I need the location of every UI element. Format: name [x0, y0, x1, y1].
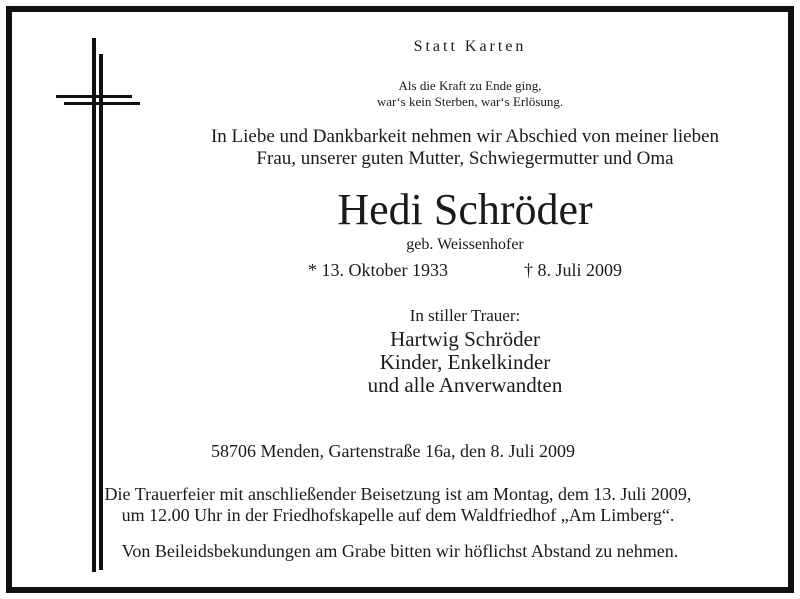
- birth-date: * 13. Oktober 1933: [308, 260, 448, 280]
- mourners-list: [368, 328, 563, 397]
- intro-line-2: Frau, unserer guten Mutter, Schwiegermutter und Oma: [256, 148, 674, 169]
- ceremony-line-1: Die Trauerfeier mit anschließender Beisetzung ist am Montag, dem 13. Juli 2009,: [104, 484, 692, 504]
- life-dates: [308, 260, 622, 281]
- mourner-line-1: Hartwig Schröder: [390, 327, 540, 351]
- verse-line-1: Als die Kraft zu Ende ging,: [398, 78, 542, 93]
- deceased-name: Hedi Schröder: [337, 185, 593, 234]
- address-line: 58706 Menden, Gartenstraße 16a, den 8. Juli 2009: [211, 441, 575, 461]
- ceremony-details: [105, 484, 692, 526]
- mourner-line-2: Kinder, Enkelkinder: [379, 350, 551, 374]
- ceremony-line-2: um 12.00 Uhr in der Friedhofskapelle auf dem Waldfriedhof „Am Limberg“.: [121, 505, 675, 525]
- intro-line-1: In Liebe und Dankbarkeit nehmen wir Abschied von meiner lieben: [210, 126, 720, 147]
- verse: [377, 78, 563, 110]
- maiden-name: geb. Weissenhofer: [406, 236, 524, 253]
- mourners-heading: In stiller Trauer:: [409, 306, 521, 325]
- mourner-line-3: und alle Anverwandten: [367, 373, 563, 397]
- statt-karten-heading: Statt Karten: [413, 38, 527, 55]
- verse-line-2: war‘s kein Sterben, war‘s Erlösung.: [376, 94, 564, 109]
- intro-text: [211, 126, 719, 170]
- condolence-note: Von Beileidsbekundungen am Grabe bitten wir höflichst Abstand zu nehmen.: [121, 541, 679, 561]
- death-date: † 8. Juli 2009: [523, 260, 622, 280]
